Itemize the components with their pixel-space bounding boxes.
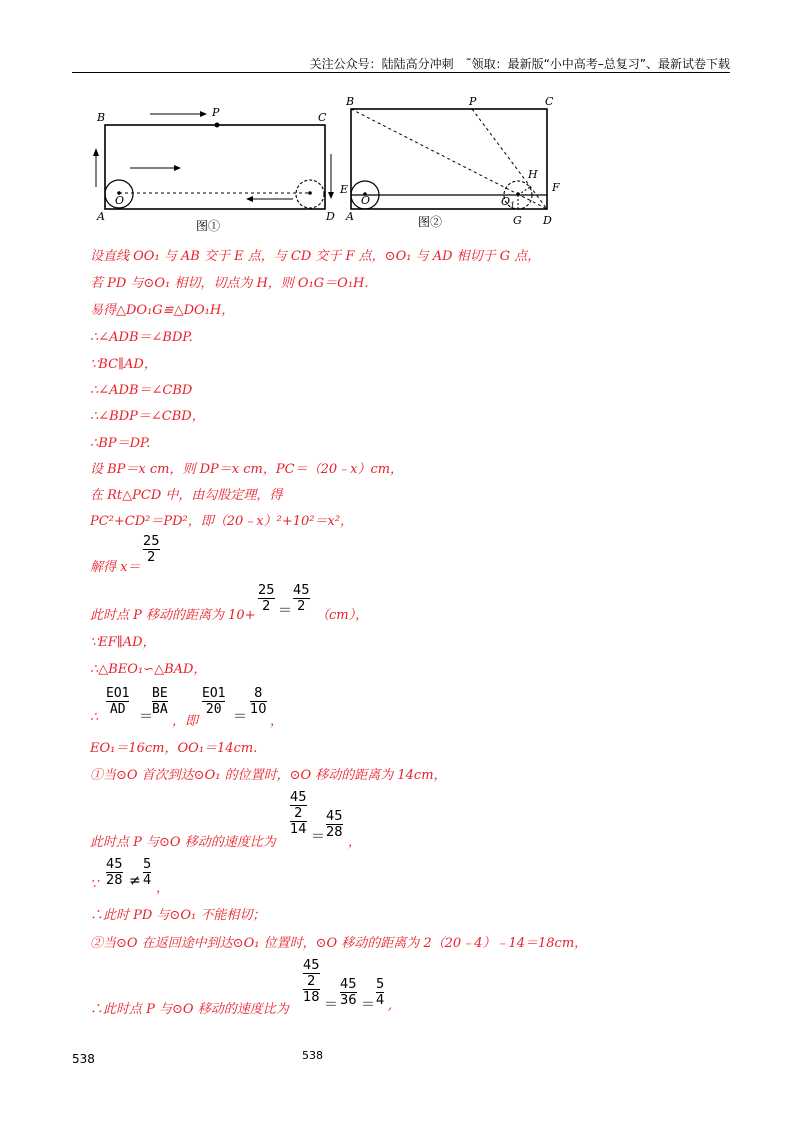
fraction-x: 25 2 (143, 534, 160, 565)
line-6: ∴∠ADB＝∠CBD (90, 383, 193, 398)
line-2: 若 PD 与⊙O₁ 相切，切点为 H，则 O₁G＝O₁H. (90, 276, 369, 291)
line-solve-x: 解得 x＝ (90, 560, 141, 575)
eq-sign: ＝ (278, 603, 292, 619)
line-4: ∴∠ADB＝∠BDP. (90, 330, 193, 345)
fig2-label-F: F (552, 181, 560, 194)
figure-1 (93, 106, 335, 232)
eq-sign: ＝ (324, 997, 338, 1013)
eq-sign: ＝ (311, 829, 325, 845)
fraction-sim-d: 8 10 (250, 686, 267, 717)
fig1-label-B: B (97, 111, 106, 124)
comma: , (388, 998, 393, 1013)
line-1: 设直线 OO₁ 与 AB 交于 E 点，与 CD 交于 F 点，⊙O₁ 与 AD 相切于 G 点， (90, 249, 541, 264)
fraction-p-dist-a: 25 2 (258, 583, 275, 614)
fraction-sim-b: BE BA (152, 686, 168, 717)
line-speed-ratio-2: ∴此时点 P 与⊙O 移动的速度比为 (90, 1002, 289, 1017)
fraction-sim-a: EO1 AD (106, 686, 130, 717)
fig1-label-C: C (318, 111, 327, 124)
fig1-label-O: O (115, 194, 125, 207)
line-ji: ，即 (172, 714, 199, 729)
line-not-tangent: ∴此时 PD 与⊙O₁ 不能相切； (90, 908, 266, 923)
fig1-label-A: A (97, 210, 105, 223)
fig2-label-E: E (340, 183, 349, 196)
fraction-ratio2: 45 2 18 (303, 958, 320, 1005)
fraction-sim-c: EO1 20 (202, 686, 226, 717)
line-5: ∵BC∥AD， (90, 357, 157, 372)
page-header: 关注公众号：陆陆高分冲刺 ˜领取：最新版“小中高考–总复习”、最新试卷下载 (309, 57, 730, 71)
eq-sign: ＝ (233, 709, 247, 725)
comma: ， (348, 835, 362, 850)
figure-2 (339, 95, 560, 229)
fig2-label-B: B (346, 95, 355, 108)
line-3: 易得△DO₁G≌△DO₁H， (90, 303, 235, 318)
fig2-label-O: O (361, 194, 371, 207)
fraction-neq-b: 5 4 (143, 857, 152, 888)
fig2-label-A: A (346, 210, 354, 223)
line-ef-parallel: ∵EF∥AD， (90, 635, 156, 650)
fig1-caption: 图① (196, 219, 221, 232)
comma: ， (270, 714, 284, 729)
page-number-center: 538 (302, 1049, 323, 1062)
comma: ， (156, 881, 170, 896)
fig2-caption: 图② (418, 215, 443, 229)
line-p-distance: 此时点 P 移动的距离为 10+ (90, 608, 256, 623)
fraction-ratio2-mid: 45 36 (340, 977, 357, 1008)
line-case-1: ①当⊙O 首次到达⊙O₁ 的位置时，⊙O 移动的距离为 14cm， (90, 768, 447, 783)
fig2-label-P: P (469, 95, 477, 108)
fraction-neq-a: 45 28 (106, 857, 123, 888)
fraction-ratio1: 45 2 14 (290, 790, 307, 837)
fig2-label-D: D (543, 214, 552, 227)
line-cm: （cm）， (316, 608, 369, 623)
line-7: ∴∠BDP＝∠CBD， (90, 409, 205, 424)
fig2-label-G: G (513, 214, 522, 227)
fig1-label-P: P (212, 106, 220, 119)
neq-sign: ≠ (129, 873, 141, 889)
line-because-neq: ∵ (90, 877, 99, 892)
fig2-label-H: H (528, 168, 538, 181)
fraction-ratio2-result: 5 4 (376, 977, 385, 1008)
line-therefore-ratio: ∴ (90, 710, 99, 725)
page-number-left: 538 (72, 1052, 95, 1066)
fig2-label-C: C (545, 95, 554, 108)
eq-sign: ＝ (361, 997, 375, 1013)
header-rule (72, 72, 730, 73)
line-case-2: ②当⊙O 在返回途中到达⊙O₁ 位置时，⊙O 移动的距离为 2（20﹣4）﹣14＝18cm， (90, 936, 588, 951)
line-9: 设 BP＝x cm，则 DP＝x cm，PC＝（20﹣x）cm， (90, 462, 404, 477)
fraction-ratio1-result: 45 28 (326, 809, 343, 840)
fig1-label-D: D (326, 210, 335, 223)
line-10: 在 Rt△PCD 中，由勾股定理，得 (90, 488, 283, 503)
fig2-label-O1: $O_1$ (501, 195, 516, 210)
line-similar: ∴△BEO₁∽△BAD， (90, 662, 207, 677)
figures (88, 92, 578, 232)
eq-sign: ＝ (139, 709, 153, 725)
line-8: ∴BP＝DP. (90, 436, 151, 451)
line-speed-ratio-1: 此时点 P 与⊙O 移动的速度比为 (90, 835, 276, 850)
line-11: PC²+CD²＝PD²，即（20﹣x）²+10²＝x²， (90, 514, 354, 529)
line-eo1: EO₁＝16cm，OO₁＝14cm. (90, 741, 258, 756)
fraction-p-dist-b: 45 2 (293, 583, 310, 614)
